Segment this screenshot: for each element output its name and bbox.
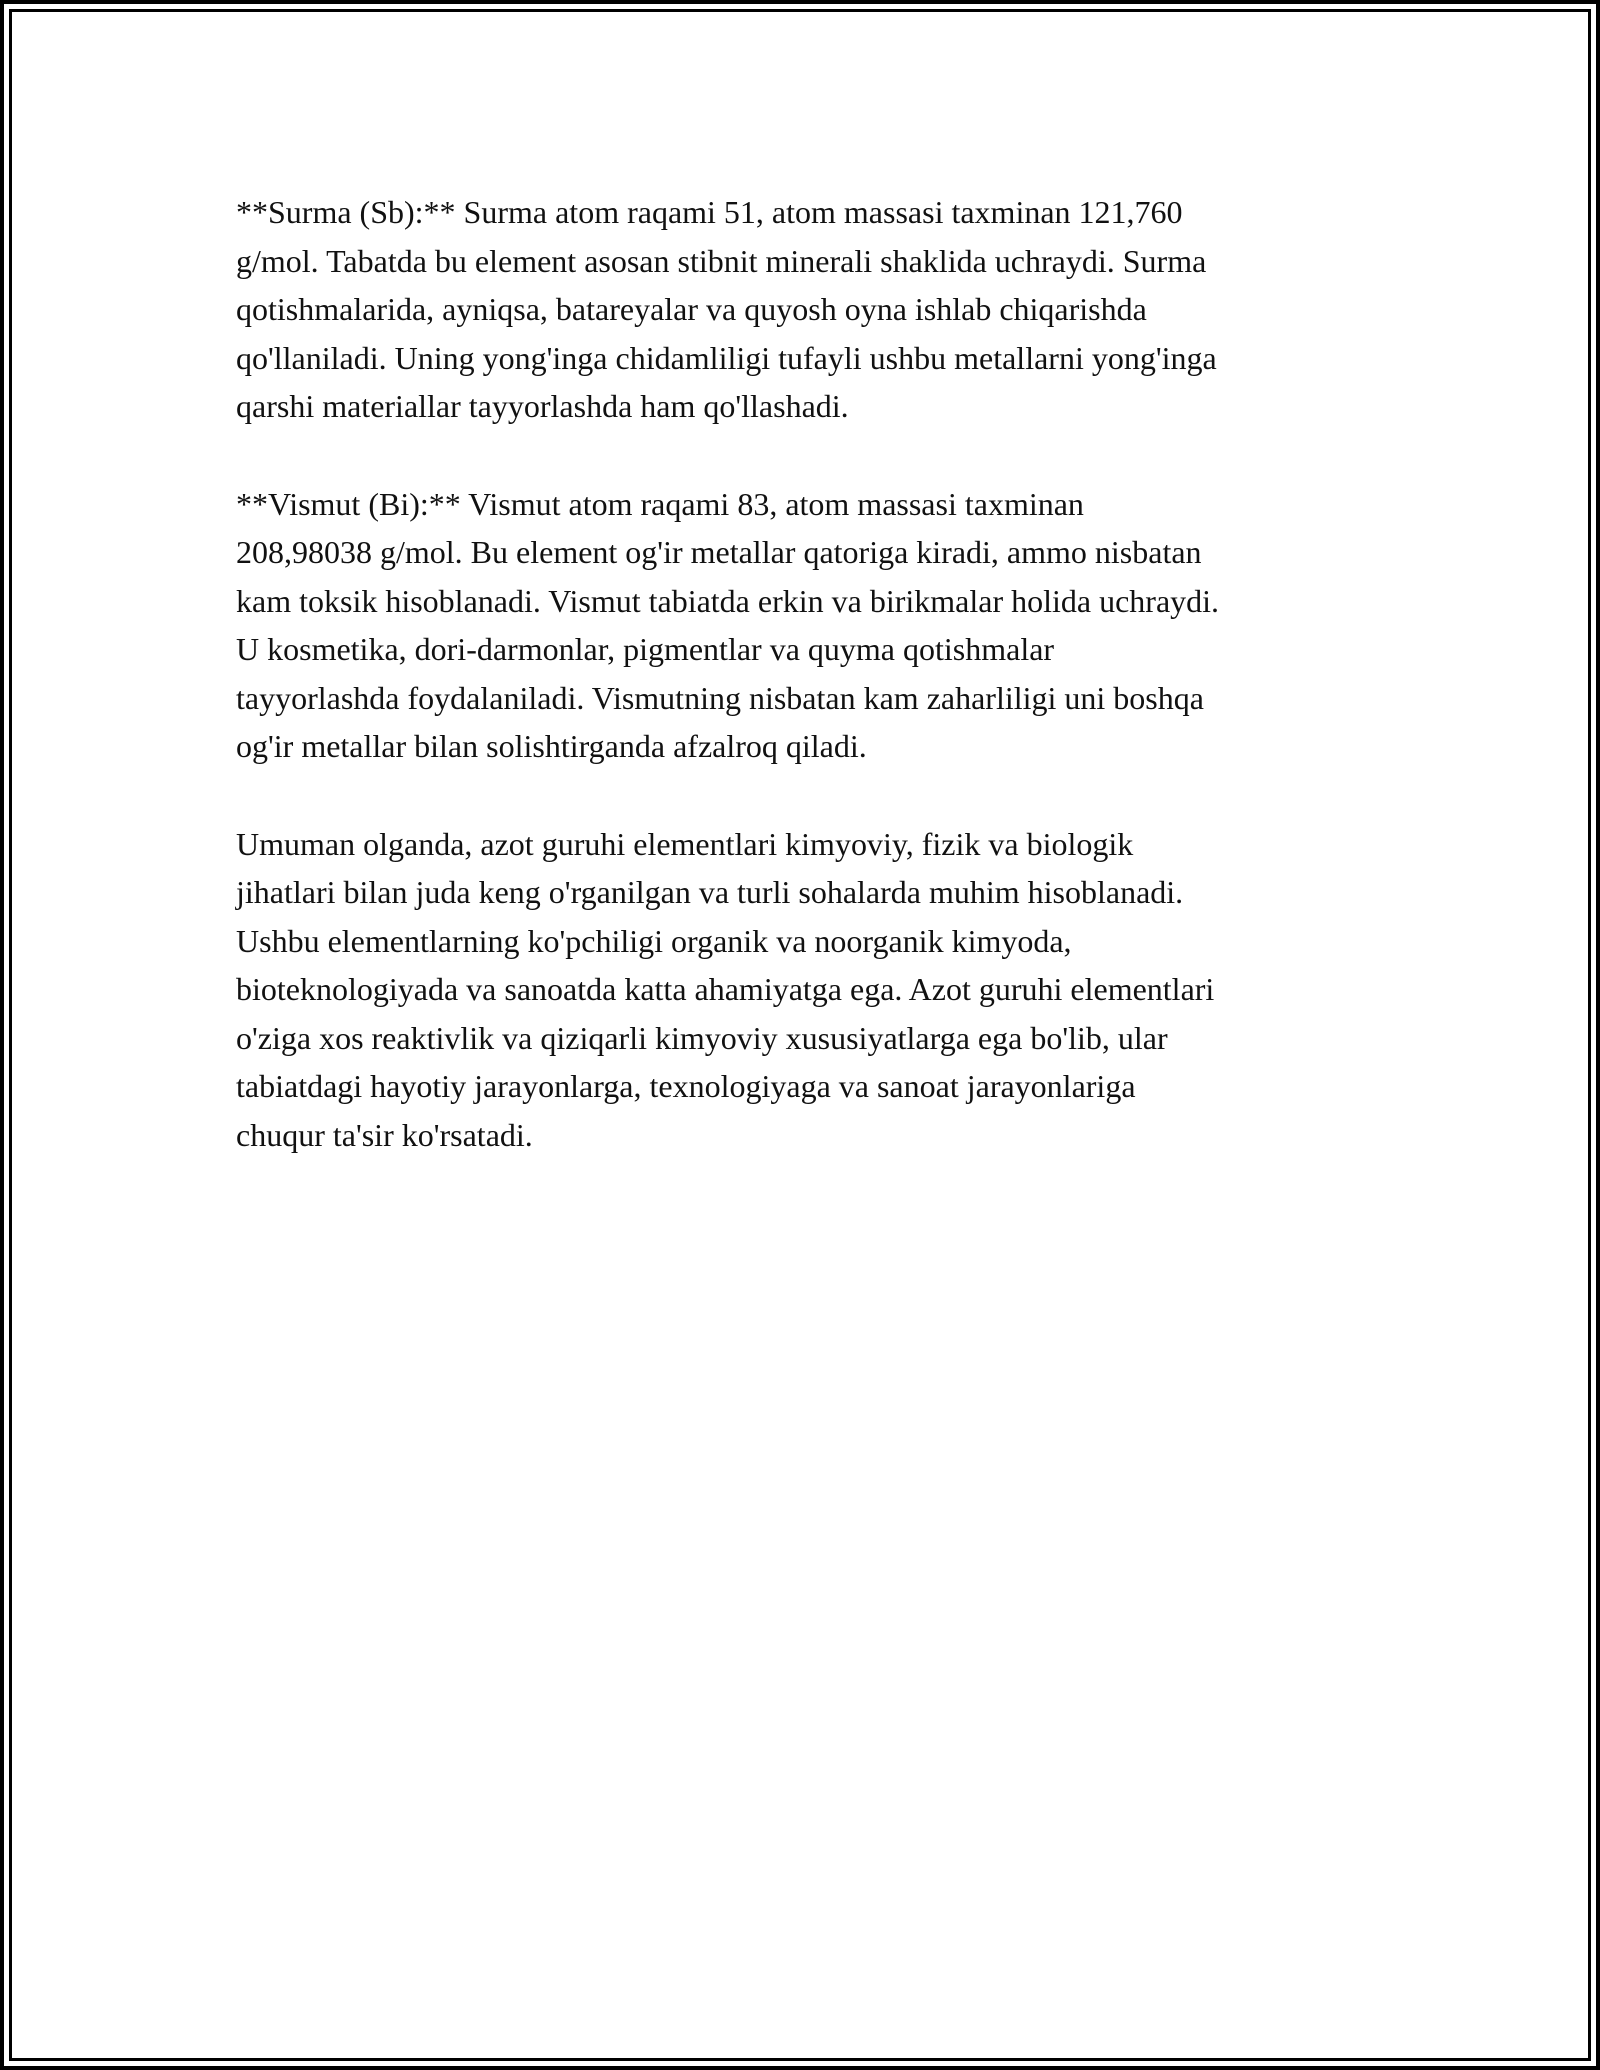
paragraph-surma: **Surma (Sb):** Surma atom raqami 51, atom massasi taxminan 121,760 g/mol. Tabatda bu element asosan stibnit minerali shaklida uchraydi. Surma qotishmalarida, ayniqsa, batareyalar va quyosh oyna ishlab chiqarishda qo'llaniladi. Uning yong'inga chidamliligi tufayli ushbu metallarni yong'inga qarshi materiallar tayyorlashda ham qo'llashadi.	[236, 194, 1217, 424]
paragraph-summary: Umuman olganda, azot guruhi elementlari kimyoviy, fizik va biologik jihatlari bilan juda keng o'rganilgan va turli sohalarda muhim hisoblanadi. Ushbu elementlarning ko'pchiligi organik va noorganik kimyoda, bioteknologiyada va sanoatda katta ahamiyatga ega. Azot guruhi elementlari o'ziga xos reaktivlik va qiziqarli kimyoviy xususiyatlarga ega bo'lib, ular tabiatdagi hayotiy jarayonlarga, texnologiyaga va sanoat jarayonlariga chuqur ta'sir ko'rsatadi.	[236, 825, 1215, 1153]
paragraph-vismut: **Vismut (Bi):** Vismut atom raqami 83, atom massasi taxminan 208,98038 g/mol. Bu element og'ir metallar qatoriga kiradi, ammo nisbatan kam toksik hisoblanadi. Vismut tabiatda erkin va birikmalar holida uchraydi. U kosmetika, dori-darmonlar, pigmentlar va quyma qotishmalar tayyorlashda foydalaniladi. Vismutning nisbatan kam zaharliligi uni boshqa og'ir metallar bilan solishtirganda afzalroq qiladi.	[236, 485, 1220, 764]
document-body	[236, 188, 1376, 1208]
